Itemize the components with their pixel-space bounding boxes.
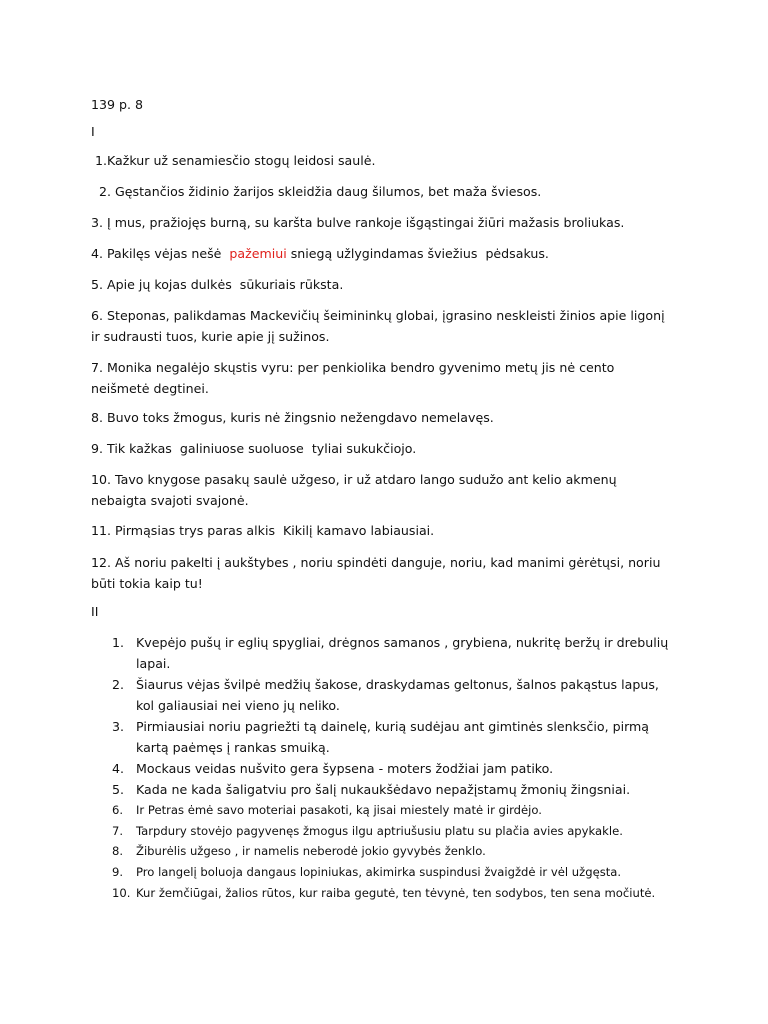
list-item: [91, 779, 671, 800]
section-heading-2: II: [91, 604, 99, 619]
list-item-text: Šiaurus vėjas švilpė medžių šakose, draskydamas geltonus, šalnos pakąstus lapus, kol galiausiai nei vieno jų neliko.: [136, 677, 659, 713]
sentence-1: 1.Kažkur už senamiesčio stogų leidosi saulė.: [91, 153, 376, 168]
list-item: [91, 800, 671, 821]
list-item-number: 10.: [112, 885, 131, 900]
sentence-7: 7. Monika negalėjo skųstis vyru: per penkiolika bendro gyvenimo metų jis nė cento neišmetė degtinei.: [91, 360, 615, 396]
list-item: [91, 674, 671, 716]
sentence-5: 5. Apie jų kojas dulkės sūkuriais rūksta.: [91, 277, 344, 292]
list-item-text: Kvepėjo pušų ir eglių spygliai, drėgnos samanos , grybiena, nukritę beržų ir drebulių lapai.: [136, 635, 669, 671]
sentence-10: 10. Tavo knygose pasakų saulė užgeso, ir už atdaro lango sudužo ant kelio akmenų nebaigta svajoti svajonė.: [91, 472, 617, 508]
list-item-number: 5.: [112, 782, 125, 797]
sentence-4-after: sniegą užlygindamas šviežius pėdsakus.: [286, 246, 549, 261]
numbered-list: [91, 632, 671, 904]
highlighted-word: pažemiui: [229, 246, 287, 261]
sentence-11: 11. Pirmąsias trys paras alkis Kikilį kamavo labiausiai.: [91, 523, 435, 538]
list-item: [91, 716, 671, 758]
sentence-8: 8. Buvo toks žmogus, kuris nė žingsnio nežengdavo nemelavęs.: [91, 410, 494, 425]
list-item: [91, 841, 671, 862]
sentence-9: 9. Tik kažkas galiniuose suoluose tyliai sukukčiojo.: [91, 441, 417, 456]
list-item-number: 6.: [112, 803, 124, 817]
sentence-3: 3. Į mus, pražiojęs burną, su karšta bulve rankoje išgąstingai žiūri mažasis broliukas.: [91, 215, 625, 230]
list-item-number: 3.: [112, 719, 125, 734]
sentence-4-before: 4. Pakilęs vėjas nešė: [91, 246, 230, 261]
list-item: [91, 758, 671, 779]
list-item: [91, 821, 671, 842]
list-item: [91, 632, 671, 674]
list-item-text: Pirmiausiai noriu pagriežti tą dainelę, kurią sudėjau ant gimtinės slenksčio, pirmą kartą paėmęs į rankas smuiką.: [136, 719, 650, 755]
sentence-2: 2. Gęstančios židinio žarijos skleidžia daug šilumos, bet maža šviesos.: [91, 184, 542, 199]
list-item-text: Žiburėlis užgeso , ir namelis neberodė jokio gyvybės ženklo.: [136, 844, 486, 859]
list-item-number: 2.: [112, 677, 125, 692]
list-item-number: 8.: [112, 844, 124, 859]
page-reference: 139 p. 8: [91, 97, 144, 112]
list-item: [91, 862, 671, 883]
list-item-text: Kada ne kada šaligatviu pro šalį nukaukšėdavo nepažįstamų žmonių žingsniai.: [136, 782, 631, 797]
list-item-text: Kur žemčiūgai, žalios rūtos, kur raiba gegutė, ten tėvynė, ten sodybos, ten sena močiutė.: [136, 885, 656, 900]
sentence-4: [91, 243, 549, 264]
list-item-text: Ir Petras ėmė savo moteriai pasakoti, ką jisai miestely matė ir girdėjo.: [136, 803, 542, 817]
list-item-text: Mockaus veidas nušvito gera šypsena - moters žodžiai jam patiko.: [136, 761, 554, 776]
list-item-text: Pro langelį boluoja dangaus lopiniukas, akimirka suspindusi žvaigždė ir vėl užgęsta.: [136, 865, 622, 880]
section-heading-1: I: [91, 124, 95, 139]
sentence-12: 12. Aš noriu pakelti į aukštybes , noriu spindėti danguje, noriu, kad manimi gėrėtųsi, noriu būti tokia kaip tu!: [91, 555, 661, 591]
sentence-6: 6. Steponas, palikdamas Mackevičių šeimininkų globai, įgrasino neskleisti žinios apie ligonį ir sudrausti tuos, kurie apie jį sužinos.: [91, 308, 665, 344]
list-item: [91, 883, 671, 904]
list-item-text: Tarpdury stovėjo pagyvenęs žmogus ilgu aptriušusiu platu su plačia avies apykakle.: [136, 823, 623, 838]
list-item-number: 1.: [112, 635, 125, 650]
list-item-number: 9.: [112, 865, 124, 880]
list-item-number: 7.: [112, 823, 124, 838]
list-item-number: 4.: [112, 761, 125, 776]
